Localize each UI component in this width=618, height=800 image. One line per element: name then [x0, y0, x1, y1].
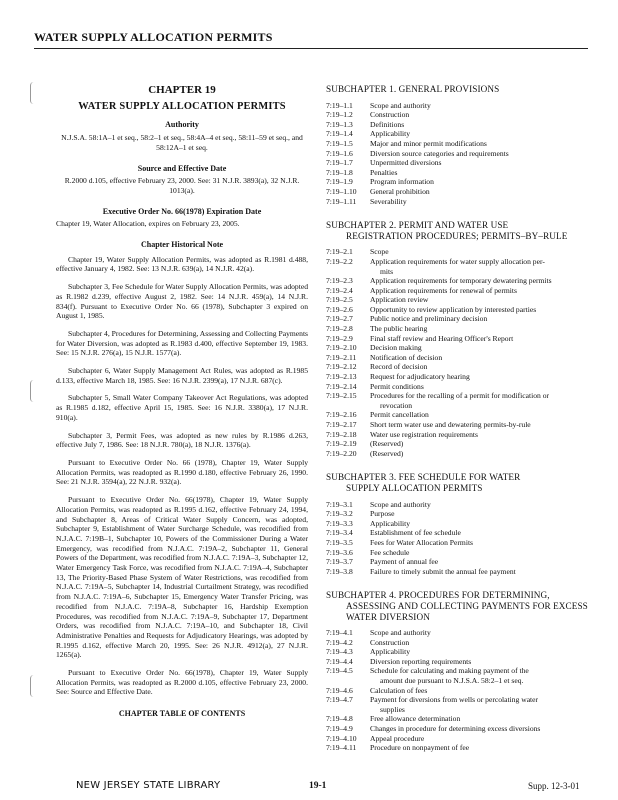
toc-entry[interactable] — [326, 305, 598, 315]
margin-mark — [30, 675, 37, 697]
left-column — [56, 86, 308, 719]
toc-entry[interactable] — [326, 714, 598, 724]
section-number: 7:19–2.9 — [326, 333, 353, 343]
section-number: 7:19–2.13 — [326, 372, 357, 382]
toc-entry[interactable] — [326, 110, 598, 120]
toc-entry[interactable] — [326, 247, 598, 257]
section-title: Penalties — [370, 167, 398, 177]
section-number: 7:19–2.1 — [326, 247, 353, 257]
subchapter-title — [326, 472, 598, 493]
section-number: 7:19–2.19 — [326, 439, 357, 449]
section-title: Public notice and preliminary decision — [370, 314, 488, 324]
historical-note-paragraph: Chapter 19, Water Supply Allocation Permits, was adopted as R.1981 d.488, effective January 4, 1982. See: 13 N.J.R. 639(a), 14 N.J.R. 42(a). — [56, 254, 308, 274]
toc-entry[interactable] — [326, 334, 598, 344]
section-title: Procedures for the recalling of a permit for modification or — [370, 391, 550, 401]
section-number: 7:19–2.3 — [326, 276, 353, 286]
section-title-wrap: mits — [380, 266, 394, 276]
section-title-wrap: amount due pursuant to N.J.S.A. 58:2–1 et seq. — [380, 676, 524, 686]
section-title-wrap: revocation — [380, 400, 413, 410]
section-number: 7:19–3.8 — [326, 566, 353, 576]
section-title: Application requirements for water supply allocation per- — [370, 256, 545, 266]
section-title: Procedure on nonpayment of fee — [370, 743, 470, 753]
section-number: 7:19–1.4 — [326, 129, 353, 139]
subchapter-title-line: SUBCHAPTER 4. PROCEDURES FOR DETERMINING, — [326, 590, 550, 601]
toc-entry[interactable] — [326, 548, 598, 558]
toc-entry[interactable] — [326, 410, 598, 420]
historical-note-paragraph: Subchapter 3, Fee Schedule for Water Supply Allocation Permits, was adopted as R.1982 d.239, effective August 2, 1982. See: 14 N.J.R. 459(a), 14 N.J.R. 834(f). Pursuant to Executive Order No. 66 (1978), Subchapter 3 expired on August 1, 1985. — [56, 282, 308, 321]
toc-entry[interactable] — [326, 509, 598, 519]
section-title: Opportunity to review application by interested parties — [370, 304, 537, 314]
toc-entry[interactable] — [326, 567, 598, 577]
section-title: Fees for Water Allocation Permits — [370, 537, 474, 547]
authority-text: N.J.S.A. 58:1A–1 et seq., 58:2–1 et seq., 58:4A–4 et seq., 58:11–59 et seq., and 58:12A–1 et seq. — [61, 133, 303, 152]
toc-entry[interactable] — [326, 168, 598, 178]
section-number: 7:19–3.4 — [326, 528, 353, 538]
section-title: Schedule for calculating and making payment of the — [370, 666, 529, 676]
toc-entry[interactable] — [326, 129, 598, 139]
section-number: 7:19–4.8 — [326, 714, 353, 724]
section-number: 7:19–2.7 — [326, 314, 353, 324]
toc-entry[interactable] — [326, 372, 598, 382]
toc-list — [326, 247, 598, 458]
toc-entry[interactable] — [326, 439, 598, 449]
toc-entry[interactable] — [326, 286, 598, 296]
historical-note-paragraph: Subchapter 5, Small Water Company Takeover Act Regulations, was adopted as R.1985 d.182, effective April 15, 1985. See: 16 N.J.R. 3380(a), 17 N.J.R. 910(a). — [56, 393, 308, 422]
section-title: Changes in procedure for determining excess diversions — [370, 724, 541, 734]
toc-entry[interactable] — [326, 314, 598, 324]
section-number: 7:19–1.10 — [326, 186, 357, 196]
section-number: 7:19–3.1 — [326, 499, 353, 509]
section-number: 7:19–4.10 — [326, 733, 357, 743]
section-title: Application requirements for temporary dewatering permits — [370, 276, 552, 286]
section-title: The public hearing — [370, 324, 428, 334]
subchapter-title-continuation: REGISTRATION PROCEDURES; PERMITS–BY–RULE — [346, 230, 568, 241]
section-number: 7:19–1.9 — [326, 177, 353, 187]
section-number: 7:19–4.1 — [326, 628, 353, 638]
toc-entry[interactable] — [326, 743, 598, 753]
section-title: Scope — [370, 247, 389, 257]
toc-entry[interactable] — [326, 353, 598, 363]
section-title: Purpose — [370, 509, 395, 519]
section-title: Application requirements for renewal of permits — [370, 285, 517, 295]
section-title: Failure to timely submit the annual fee payment — [370, 566, 516, 576]
toc-entry[interactable] — [326, 158, 598, 168]
section-number: 7:19–2.20 — [326, 448, 357, 458]
toc-entry[interactable] — [326, 295, 598, 305]
section-title: Diversion reporting requirements — [370, 656, 472, 666]
toc-entry[interactable] — [326, 628, 598, 638]
subchapter-title-line: SUBCHAPTER 3. FEE SCHEDULE FOR WATER — [326, 472, 521, 483]
section-title: Major and minor permit modifications — [370, 138, 487, 148]
toc-entry[interactable] — [326, 197, 598, 207]
section-number: 7:19–2.4 — [326, 285, 353, 295]
section-number: 7:19–3.7 — [326, 557, 353, 567]
section-title: Construction — [370, 110, 410, 120]
section-title: Scope and authority — [370, 499, 431, 509]
section-number: 7:19–1.3 — [326, 119, 353, 129]
section-number: 7:19–2.18 — [326, 429, 357, 439]
section-title: (Reserved) — [370, 448, 404, 458]
section-number: 7:19–4.11 — [326, 743, 357, 753]
section-number: 7:19–4.4 — [326, 656, 353, 666]
toc-entry[interactable] — [326, 686, 598, 696]
section-title: Permit conditions — [370, 381, 424, 391]
authority-heading: Authority — [165, 120, 199, 130]
section-title: Free allowance determination — [370, 714, 461, 724]
toc-entry[interactable] — [326, 734, 598, 744]
historical-note-paragraph: Pursuant to Executive Order No. 66(1978), Chapter 19, Water Supply Allocation Permits, was readopted as R.1995 d.162, effective February 24, 1994, and Subchapter 8, Areas of Critical Water Supply Concern, was adopted, Subchapter 9, Establishment of Water Surcharge Schedule, was recodified from N.J.A.C. 7:19B–1, Subchapter 10, Powers of the Commissioner During a Water Emergency, was recodified from N.J.A.C. 7:19A–2, Subchapter 11, General Powers of the Department, was recodified from N.J.A.C. 7:19A–3, Subchapter 12, Water Emergency Task Force, was recodified from N.J.A.C. 7:19A–4, Subchapter 13, The Priority-Based Phase System of Water Restrictions, was recodified from N.J.A.C. 7:19A–5, Subchapter 14, Industrial Curtailment Strategy, was recodified from N.J.A.C. 7:19A–6, Subchapter 15, Emergency Water Transfer Pricing, was recodified from N.J.A.C. 7:19A–8, Subchapter 16, Hardship Exemption Procedures, was recodified from N.J.A.C. 7:19A–9, Subchapter 17, Department Orders, was recodified from N.J.A.C. 7:19A–10, and Subchapter 18, Civil Administrative Penalties and Requests for Adjudicatory Hearings, was adopted by R.1995 d.162, effective March 20, 1995. See: 26 N.J.R. 4912(a), 27 N.J.R. 1265(a). — [56, 495, 308, 660]
section-number: 7:19–2.17 — [326, 420, 357, 429]
toc-list — [326, 101, 598, 207]
toc-entry[interactable] — [326, 666, 598, 685]
section-title: Short term water use and dewatering permits-by-rule — [370, 420, 531, 429]
margin-mark — [30, 82, 37, 104]
section-number: 7:19–4.2 — [326, 637, 353, 647]
toc-list — [326, 628, 598, 753]
historical-note-paragraph: Pursuant to Executive Order No. 66(1978), Chapter 19, Water Supply Allocation Permits, was readopted as R.2000 d.105, effective February 23, 2000. See: Source and Effective Date. — [56, 668, 308, 697]
section-title: Payment of annual fee — [370, 557, 439, 567]
table-of-contents-title: CHAPTER TABLE OF CONTENTS — [118, 709, 246, 719]
historical-note-paragraph: Pursuant to Executive Order No. 66 (1978), Chapter 19, Water Supply Allocation Permits, was readopted as R.1990 d.180, effective February 26, 1990. See: 21 N.J.R. 3594(a), 22 N.J.R. 932(a). — [56, 457, 308, 487]
toc-list — [326, 500, 598, 577]
section-number: 7:19–2.11 — [326, 352, 357, 362]
source-heading: Source and Effective Date — [137, 163, 227, 173]
section-title: Construction — [370, 637, 410, 647]
section-title: Severability — [370, 196, 407, 206]
order-heading: Executive Order No. 66(1978) Expiration Date — [102, 206, 262, 216]
section-title: Application review — [370, 295, 429, 305]
toc-entry[interactable] — [326, 149, 598, 159]
section-number: 7:19–3.6 — [326, 547, 353, 557]
subchapter-title-continuation: SUPPLY ALLOCATION PERMITS — [346, 482, 483, 493]
section-number: 7:19–2.10 — [326, 343, 357, 353]
section-title: Appeal procedure — [370, 733, 425, 743]
historical-note-paragraph: Subchapter 6, Water Supply Management Act Rules, was adopted as R.1985 d.133, effective March 18, 1985. See: 16 N.J.R. 2399(a), 17 N.J.R. 687(c). — [56, 366, 308, 385]
toc-entry[interactable] — [326, 657, 598, 667]
subchapter-title — [326, 84, 598, 95]
toc-entry[interactable] — [326, 343, 598, 353]
toc-entry[interactable] — [326, 528, 598, 538]
source-text: R.2000 d.105, effective February 23, 2000. See: 31 N.J.R. 3893(a), 32 N.J.R. 1013(a). — [64, 176, 300, 195]
toc-entry[interactable] — [326, 276, 598, 286]
section-number: 7:19–1.2 — [326, 110, 353, 120]
toc-entry[interactable] — [326, 120, 598, 130]
order-text: Chapter 19, Water Allocation, expires on February 23, 2005. — [56, 219, 240, 229]
section-number: 7:19–3.3 — [326, 518, 353, 528]
section-number: 7:19–2.12 — [326, 362, 357, 372]
section-number: 7:19–1.5 — [326, 138, 353, 148]
toc-entry[interactable] — [326, 362, 598, 372]
supplement-date: Supp. 12-3-01 — [528, 781, 580, 791]
header-rule — [34, 48, 588, 49]
toc-entry[interactable] — [326, 449, 598, 459]
section-number: 7:19–2.6 — [326, 304, 353, 314]
section-title: Calculation of fees — [370, 685, 428, 695]
section-title: Record of decision — [370, 362, 428, 372]
toc-entry[interactable] — [326, 519, 598, 529]
section-title: Applicability — [370, 129, 411, 139]
section-title: General prohibition — [370, 186, 430, 196]
section-title: Establishment of fee schedule — [370, 528, 461, 538]
right-column — [326, 84, 598, 767]
toc-entry[interactable] — [326, 101, 598, 111]
section-number: 7:19–2.8 — [326, 324, 353, 334]
section-title-wrap: supplies — [380, 704, 405, 714]
section-number: 7:19–2.2 — [326, 256, 353, 266]
section-number: 7:19–3.2 — [326, 509, 353, 519]
section-number: 7:19–4.6 — [326, 685, 353, 695]
toc-entry[interactable] — [326, 500, 598, 510]
toc-entry[interactable] — [326, 638, 598, 648]
toc-entry[interactable] — [326, 557, 598, 567]
section-title: (Reserved) — [370, 439, 404, 449]
subchapter-title — [326, 590, 598, 622]
section-title: Notification of decision — [370, 352, 443, 362]
toc-entry[interactable] — [326, 724, 598, 734]
toc-entry[interactable] — [326, 647, 598, 657]
section-number: 7:19–1.1 — [326, 100, 353, 110]
toc-entry[interactable] — [326, 695, 598, 714]
margin-mark — [30, 380, 37, 402]
section-title: Definitions — [370, 119, 405, 129]
section-title: Unpermitted diversions — [370, 158, 442, 168]
page-number: 19-1 — [309, 781, 327, 791]
subchapter-title-continuation: ASSESSING AND COLLECTING PAYMENTS FOR EXCESS WATER DIVERSION — [346, 600, 588, 622]
section-title: Permit cancellation — [370, 410, 429, 420]
section-title: Payment for diversions from wells or percolating water — [370, 695, 539, 705]
toc-entry[interactable] — [326, 187, 598, 197]
section-number: 7:19–2.16 — [326, 410, 357, 420]
subchapter-title — [326, 220, 598, 241]
toc-entry[interactable] — [326, 257, 598, 276]
historical-note-heading: Chapter Historical Note — [140, 240, 224, 250]
chapter-number: CHAPTER 19 — [148, 84, 216, 96]
section-number: 7:19–2.14 — [326, 381, 357, 391]
toc-entry[interactable] — [326, 139, 598, 149]
chapter-title: WATER SUPPLY ALLOCATION PERMITS — [78, 100, 286, 112]
section-number: 7:19–2.5 — [326, 295, 353, 305]
section-number: 7:19–4.7 — [326, 695, 353, 705]
section-title: Program information — [370, 177, 434, 187]
section-number: 7:19–3.5 — [326, 537, 353, 547]
section-number: 7:19–1.6 — [326, 148, 353, 158]
section-title: Water use registration requirements — [370, 429, 478, 439]
section-title: Scope and authority — [370, 628, 431, 638]
section-title: Decision making — [370, 343, 422, 353]
section-title: Applicability — [370, 647, 411, 657]
subchapter-title-line: SUBCHAPTER 2. PERMIT AND WATER USE — [326, 220, 509, 231]
section-title: Applicability — [370, 518, 411, 528]
section-number: 7:19–1.11 — [326, 196, 357, 206]
toc-entry[interactable] — [326, 391, 598, 410]
section-number: 7:19–2.15 — [326, 391, 357, 401]
section-title: Final staff review and Hearing Officer's Report — [370, 333, 514, 343]
section-number: 7:19–1.8 — [326, 167, 353, 177]
toc-entry[interactable] — [326, 430, 598, 440]
section-number: 7:19–4.9 — [326, 724, 353, 734]
library-stamp: NEW JERSEY STATE LIBRARY — [76, 780, 221, 791]
section-number: 7:19–4.5 — [326, 666, 353, 676]
section-title: Fee schedule — [370, 547, 410, 557]
section-title: Diversion source categories and requirements — [370, 148, 509, 158]
subchapter-title-line: SUBCHAPTER 1. GENERAL PROVISIONS — [326, 84, 500, 94]
toc-entry[interactable] — [326, 382, 598, 392]
toc-entry[interactable] — [326, 177, 598, 187]
section-title: Scope and authority — [370, 100, 431, 110]
historical-note-paragraph: Subchapter 3, Permit Fees, was adopted as new rules by R.1986 d.263, effective July 7, 1986. See: 18 N.J.R. 780(a), 18 N.J.R. 1376(a). — [56, 430, 308, 450]
toc-entry[interactable] — [326, 420, 598, 430]
section-number: 7:19–4.3 — [326, 647, 353, 657]
toc-entry[interactable] — [326, 324, 598, 334]
section-title: Request for adjudicatory hearing — [370, 372, 470, 382]
toc-entry[interactable] — [326, 538, 598, 548]
historical-note-paragraph: Subchapter 4, Procedures for Determining, Assessing and Collecting Payments for Water Diversion, was adopted as R.1983 d.400, effective September 19, 1983. See: 15 N.J.R. 276(a), 15 N.J.R. 1577(a). — [56, 328, 309, 358]
section-number: 7:19–1.7 — [326, 158, 353, 168]
running-head: WATER SUPPLY ALLOCATION PERMITS — [34, 30, 273, 44]
